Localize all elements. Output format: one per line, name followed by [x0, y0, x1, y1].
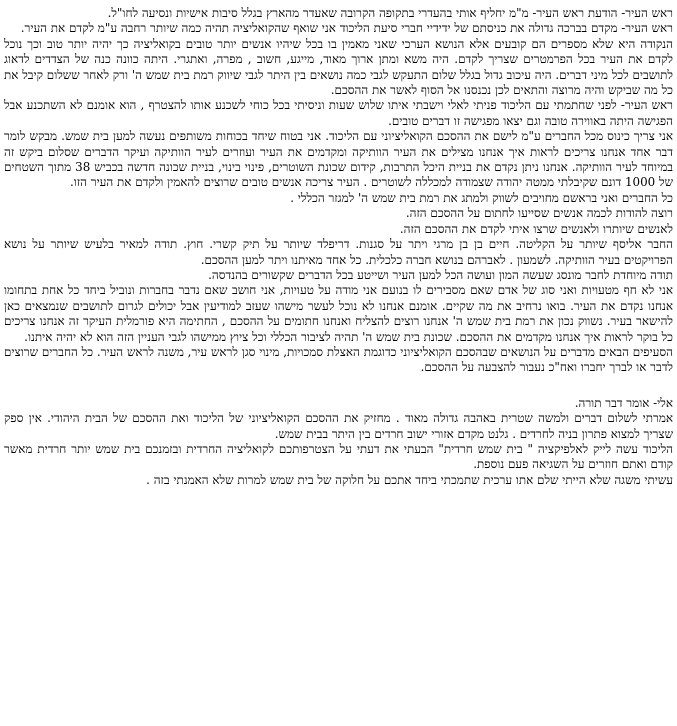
paragraph-eli-likud: הליכוד עשה לייק לאלפיקציה " בית שמש חרדית" הבעתי את דעתי על הצטרפותכם לקואליציה החרדית ובזמנכם בית שמש יותר חרדית מאשר קודם ואתם חוזרים על השגיאה פעם נוספת. — [4, 441, 673, 472]
section-divider — [4, 376, 673, 396]
paragraph-eli-mistake: עשיתי משגה שלא הייתי שלם אתו ערכית שתמכתי ביחד אתכם על חלוקה של בית שמש למרות שלא האמנתי בזה . — [146, 472, 673, 487]
paragraph-thanks-intro: רוצה להודות לכמה אנשים שסייעו לחתום על ההסכם הזה. — [405, 206, 673, 221]
paragraph-eli-statement: אמרתי לשלום דברים ולמשה שטרית באהבה גדולה מאוד . מחזיק את ההסכם הקואליציוני של הליכוד ואת ההסכם של הבית היהודי. אין ספק שצריך למצוא פתרון בניה לחרדים . גלנט מקדם אזורי ישוב חרדים בין היתר בבית שמש. — [4, 411, 673, 441]
paragraph-negotiation: הנקודה היא שלא מספרים הם קובעים אלא הנושא הערכי שאני מאמין בו בכל שיהיו אנשים יותר טובים בקואליציה כך יהיה יותר טוב וכך נוכל לקדם את העיר בכל הפרמטרים שצריך לקדם. היה משא ומתן ארוך מאוד, מייגע, חשוב , מפרה, ואתגרי. היתה כוונה כנה של הצדדים לדאוג לתושבים לכל מיני דברים. היה עיכוב גדול בגלל שלום התעקש לגבי כמה נושאים בין היתר לגבי שיווק רמת בית שמש ה' ורק לאחר ששלום קיבל את כל מה שביקש והיה מרוצה והתאים לכן נכנסנו אל הסוף לאשר את ההסכם. — [4, 36, 673, 98]
paragraph-thanks-people: לאנשים שיותרו ולאנשים שרצו איתי לקדם את ההסכם הזה. — [399, 221, 673, 236]
paragraph-special-thanks: תודה מיוחדת לחבר מונסג שעשה המון ועושה הכל למען העיר ושייטע בכל הדברים שקשורים בהנדסה. — [208, 267, 673, 282]
paragraph-mistakes: אני לא חף מטעויות ואני סוג של אדם שאם מסבירים לו בנועם אני מודה על טעויות, אני חושב שאם נדבר בחברות ונוביל ביחד כל אחת בתחומו אנחנו נקדם את העיר. בואו נרחיב את מה שקיים. אומנם אנחנו לא נוכל לעשר מישהו שעזב למודיעין אבל יכולים לגרום לתושבים שנמצאים כאן להישאר בעיר. נשווק נכון את רמת בית שמש ה' אנחנו רוצים להצליח ואנחנו חתומים על ההסכם , החתימה היא פורמלית העיקר זה אנחנו צריכים כל בוקר לראות איך אנחנו מקדמים את ההסכם. שכונת בית שמש ה' תהיה לציבור הכללי וכל ציוץ ממישהו לגבי העניין הזה הוא לא יהיה איתנו. — [4, 283, 673, 344]
paragraph-thanks-members: החבר אליסף שיותר על הקליטה. חיים בן בן מרגי ויתר על סגנות. דריפלד שיותר על תיק קשרי. חוץ. תודה למאיר בלעיש שיותר על נושא הפרויקטים בעיר הוותיקה. לשמעון . לאברהם בנושא חברה כלכלית. כל אחד מאיתנו ויתר למען ההסכם. — [4, 237, 673, 267]
paragraph-eli-torah: אלי- אומר דבר תורה. — [574, 395, 673, 410]
paragraph-mayor-welcome: ראש העיר- מקדם בברכה גדולה את כניסתם של ידידיי חברי סיעת הליכוד אני שואף שהקואליציה תהיה כמה שיותר רחבה ע"מ לקדם את העיר. — [20, 21, 673, 36]
protocol-document — [4, 6, 673, 488]
paragraph-mayor-announcement: ראש העיר- הודעת ראש העיר- מ"מ יחליף אותי בהעדרי בתקופה הקרובה שאעדר מהארץ בגלל סיבות אישיות ונסיעה לחו"ל. — [107, 6, 673, 20]
paragraph-meeting-eli: ראש העיר- לפני שחתמתי עם הליכוד פניתי לאלי וישבתי איתו שלוש שעות וניסיתי בכל כוחי לשכנע אותו להצטרף , הוא אומנם לא השתכנע אבל הפגישה היתה באווירה טובה וגם יצאו מפגישה זו דברים טובים. — [4, 98, 673, 128]
paragraph-coalition-plans: אני צריך כינוס מכל החברים ע"מ לישם את ההסכם הקואליציוני עם הליכוד. אני בטוח שיחד בכוחות משותפים נעשה למען בית שמש. מבקש לומר דבר אחד אנחנו צריכים לראות איך אנחנו מצילים את העיר הוותיקה ומקדמים את העיר ועוזרים לעיר הוותיקה ועיקר הדברים שסלום ביקש זה במיוחד לעיר הוותיקה. אנחנו ניתן נקדם את בניית היכל התרבות, קידום שכונת השוטרים, פינוי בינוי, בניית שכונה חדשה בכביש 38 מתוך השטחים של 1000 דונם שקיבלתי ממטה יהודה שצמודה למכללה לשוטרים . העיר צריכה אנשים טובים שרוצים להאמין ולקדם את העיר הזו. — [4, 129, 673, 190]
paragraph-marketing: כל החברים ואני בראשם מחויבים לשווק ולמתג את רמת בית שמש ה' למגזר הכללי . — [290, 190, 673, 205]
paragraph-next-items: הסעיפים הבאים מדברים על הנושאים שבהסכם הקואליציוני כדוגמת האצלת סמכויות, מינוי סגן לראש עיר, משנה לראש העיר. כל החברים שרוצים לדבר או לברך יחברו ואח"כ נעבור להצבעה על ההסכם. — [4, 344, 673, 375]
